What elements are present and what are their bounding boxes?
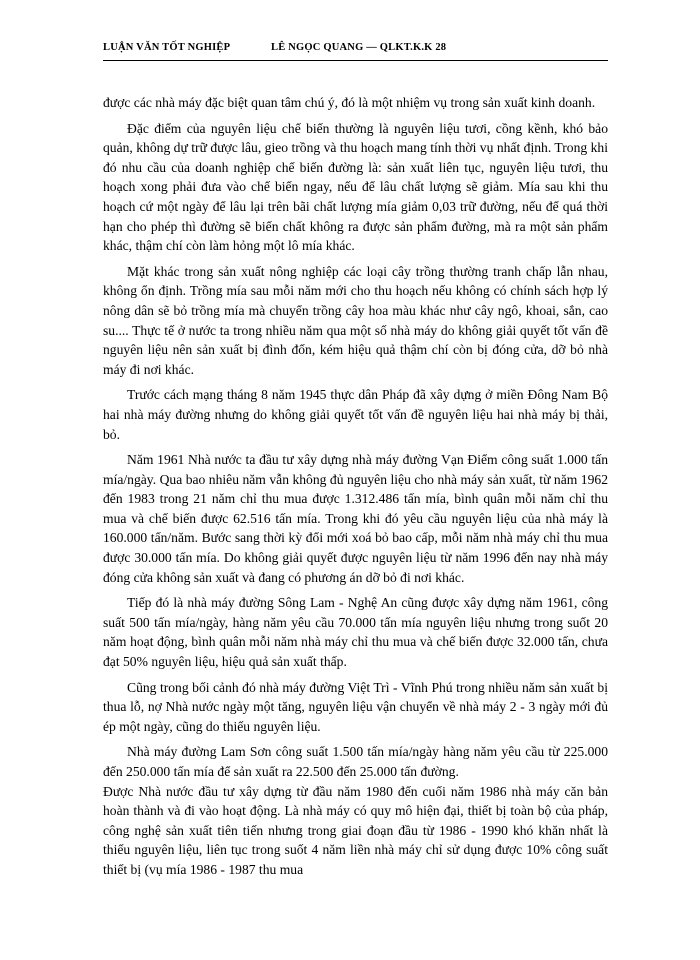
paragraph-4: Trước cách mạng tháng 8 năm 1945 thực dân Pháp đã xây dựng ở miền Đông Nam Bộ hai nhà máy đường nhưng do không giải quyết tốt vấn đề nguyên liệu hai nhà máy bị thải, bỏ. (103, 387, 608, 442)
paragraph-3: Mặt khác trong sản xuất nông nghiệp các loại cây trồng thường tranh chấp lẫn nhau, không ổn định. Trồng mía sau mỗi năm mới cho thu hoạch nếu không có chính sách hợp lý nông dân sẽ bỏ trồng mía mà chuyển trồng cây hoa màu khác như cây ngô, khoai, sắn, cao su.... Thực tế ở nước ta trong nhiều năm qua một số nhà máy do không giải quyết tốt vấn đề nguyên liệu nên sản xuất bị đình đốn, kém hiệu quả thậm chí còn bị đóng cửa, dỡ bỏ nhà máy đi nơi khác. (103, 263, 608, 377)
paragraph-2: Đặc điểm của nguyên liệu chế biến thường là nguyên liệu tươi, cồng kềnh, khó bảo quản, không dự trữ được lâu, gieo trồng và thu hoạch mang tính thời vụ nhất định. Trong khi đó nhu cầu của doanh nghiệp chế biến đường là: sản xuất liên tục, nguyên liệu tươi, thu hoạch xong phải đưa vào chế biến ngay, nếu để lâu chất lượng sẽ giảm. Mía sau khi thu hoạch cứ một ngày để lâu lại trên bãi chất lượng mía giảm 0,03 trữ đường, nếu để quá thời hạn cho phép thì đường sẽ biến chất không ra được sản phẩm đường, mà ra một sản phẩm khác, thậm chí còn làm hỏng một lô mía khác. (103, 120, 608, 254)
paragraph-7: Cũng trong bối cảnh đó nhà máy đường Việt Trì - Vĩnh Phú trong nhiều năm sản xuất bị thua lỗ, nợ Nhà nước ngày một tăng, nguyên liệu vận chuyển về nhà máy 2 - 3 ngày mới đủ ép một ngày, cũng do thiếu nguyên liệu. (103, 679, 608, 734)
header-divider (103, 60, 608, 61)
document-body (103, 93, 608, 886)
paragraph-9: Được Nhà nước đầu tư xây dựng từ đầu năm 1980 đến cuối năm 1986 nhà máy căn bản hoàn thành và đi vào hoạt động. Là nhà máy có quy mô hiện đại, thiết bị toàn bộ của pháp, công nghệ sản xuất tiên tiến nhưng trong giai đoạn đầu từ 1986 - 1990 khó khăn nhất là thiếu nguyên liệu, liên tục trong suốt 4 năm liền nhà máy chỉ sử dụng được 10% công suất thiết bị (vụ mía 1986 - 1987 thu mua (103, 783, 608, 877)
paragraph-1: được các nhà máy đặc biệt quan tâm chú ý, đó là một nhiệm vụ trong sản xuất kinh doanh. (103, 95, 596, 110)
header-right-text: LÊ NGỌC QUANG — QLKT.K.K 28 (271, 42, 447, 53)
paragraph-5: Năm 1961 Nhà nước ta đầu tư xây dựng nhà máy đường Vạn Điểm công suất 1.000 tấn mía/ngày. Qua bao nhiêu năm vẫn không đủ nguyên liệu cho nhà máy sản xuất, từ năm 1962 đến 1983 trong 21 năm chỉ thu mua được 1.312.486 tấn mía, bình quân mỗi năm chỉ thu mua và chế biến được 62.516 tấn mía. Trong khi đó yêu cầu nguyên liệu của nhà máy là 160.000 tấn/năm. Bước sang thời kỳ đổi mới xoá bỏ bao cấp, mỗi năm nhà máy chỉ thu mua được 30.000 tấn mía. Do không giải quyết được nguyên liệu từ năm 1996 đến nay nhà máy đóng cửa không sản xuất và đang có phương án dỡ bỏ đi nơi khác. (103, 452, 608, 585)
header-left-text: LUẬN VĂN TỐT NGHIỆP (103, 42, 231, 53)
paragraph-6: Tiếp đó là nhà máy đường Sông Lam - Nghệ An cũng được xây dựng năm 1961, công suất 500 tấn mía/ngày, hàng năm yêu cầu 70.000 tấn mía nguyên liệu nhưng trong suốt 20 năm hoạt động, bình quân mỗi năm nhà máy chỉ thu mua và chế biến được 32.000 tấn, chưa đạt 50% nguyên liệu, hiệu quả sản xuất thấp. (103, 595, 608, 670)
page-header (103, 42, 608, 53)
paragraph-8: Nhà máy đường Lam Sơn công suất 1.500 tấn mía/ngày hàng năm yêu cầu từ 225.000 đến 250.000 tấn mía để sản xuất ra 22.500 đến 25.000 tấn đường. (103, 744, 608, 779)
